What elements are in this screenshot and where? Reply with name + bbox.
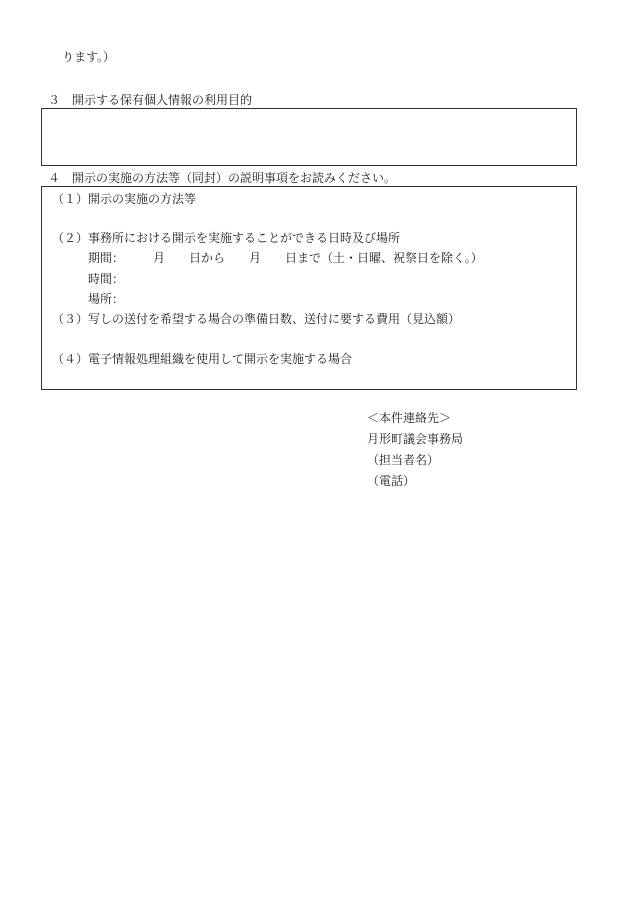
item3-copy-delivery: （３）写しの送付を希望する場合の準備日数、送付に要する費用（見込額） bbox=[52, 312, 461, 326]
continuation-text: ります。） bbox=[62, 50, 116, 64]
contact-title: ＜本件連絡先＞ bbox=[367, 411, 452, 425]
place-label: 場所： bbox=[88, 292, 125, 306]
contact-phone: （電話） bbox=[367, 474, 416, 488]
period-label: 期間： bbox=[88, 251, 125, 265]
contact-office: 月形町議会事務局 bbox=[367, 432, 464, 446]
period-value: 月 日から 月 日まで（土・日曜、祝祭日を除く。） bbox=[153, 251, 483, 265]
item4-electronic: （４）電子情報処理組織を使用して開示を実施する場合 bbox=[52, 352, 353, 366]
section3-purpose-box bbox=[41, 108, 577, 166]
section3-heading: ３ 開示する保有個人情報の利用目的 bbox=[48, 93, 253, 107]
item1-method: （１）開示の実施の方法等 bbox=[52, 192, 197, 206]
item2-datetime-place: （２）事務所における開示を実施することができる日時及び場所 bbox=[52, 231, 401, 245]
contact-person: （担当者名） bbox=[367, 453, 440, 467]
time-label: 時間： bbox=[88, 272, 125, 286]
section4-box bbox=[41, 186, 577, 390]
section4-heading: ４ 開示の実施の方法等（同封）の説明事項をお読みください。 bbox=[48, 171, 397, 185]
